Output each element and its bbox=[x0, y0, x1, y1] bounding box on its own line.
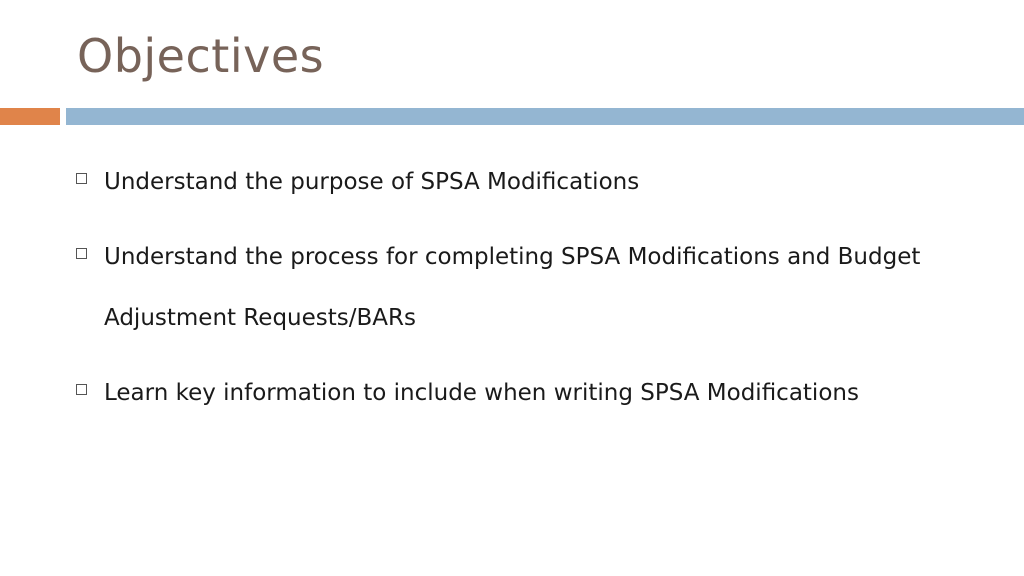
square-bullet-icon bbox=[76, 248, 87, 259]
square-bullet-icon bbox=[76, 173, 87, 184]
objectives-list bbox=[76, 152, 1006, 447]
title-accent-bar bbox=[0, 108, 60, 125]
square-bullet-icon bbox=[76, 384, 87, 395]
objective-item bbox=[76, 227, 1006, 349]
objective-text: Understand the purpose of SPSA Modifications bbox=[104, 169, 640, 195]
slide-title: Objectives bbox=[77, 29, 325, 83]
objective-text: Learn key information to include when writing SPSA Modifications bbox=[104, 380, 859, 406]
title-divider-bar bbox=[66, 108, 1024, 125]
objective-item bbox=[76, 363, 1006, 424]
objective-text: Understand the process for completing SPSA Modifications and Budget Adjustment Requests/BARs bbox=[104, 244, 921, 331]
objective-item bbox=[76, 152, 1006, 213]
